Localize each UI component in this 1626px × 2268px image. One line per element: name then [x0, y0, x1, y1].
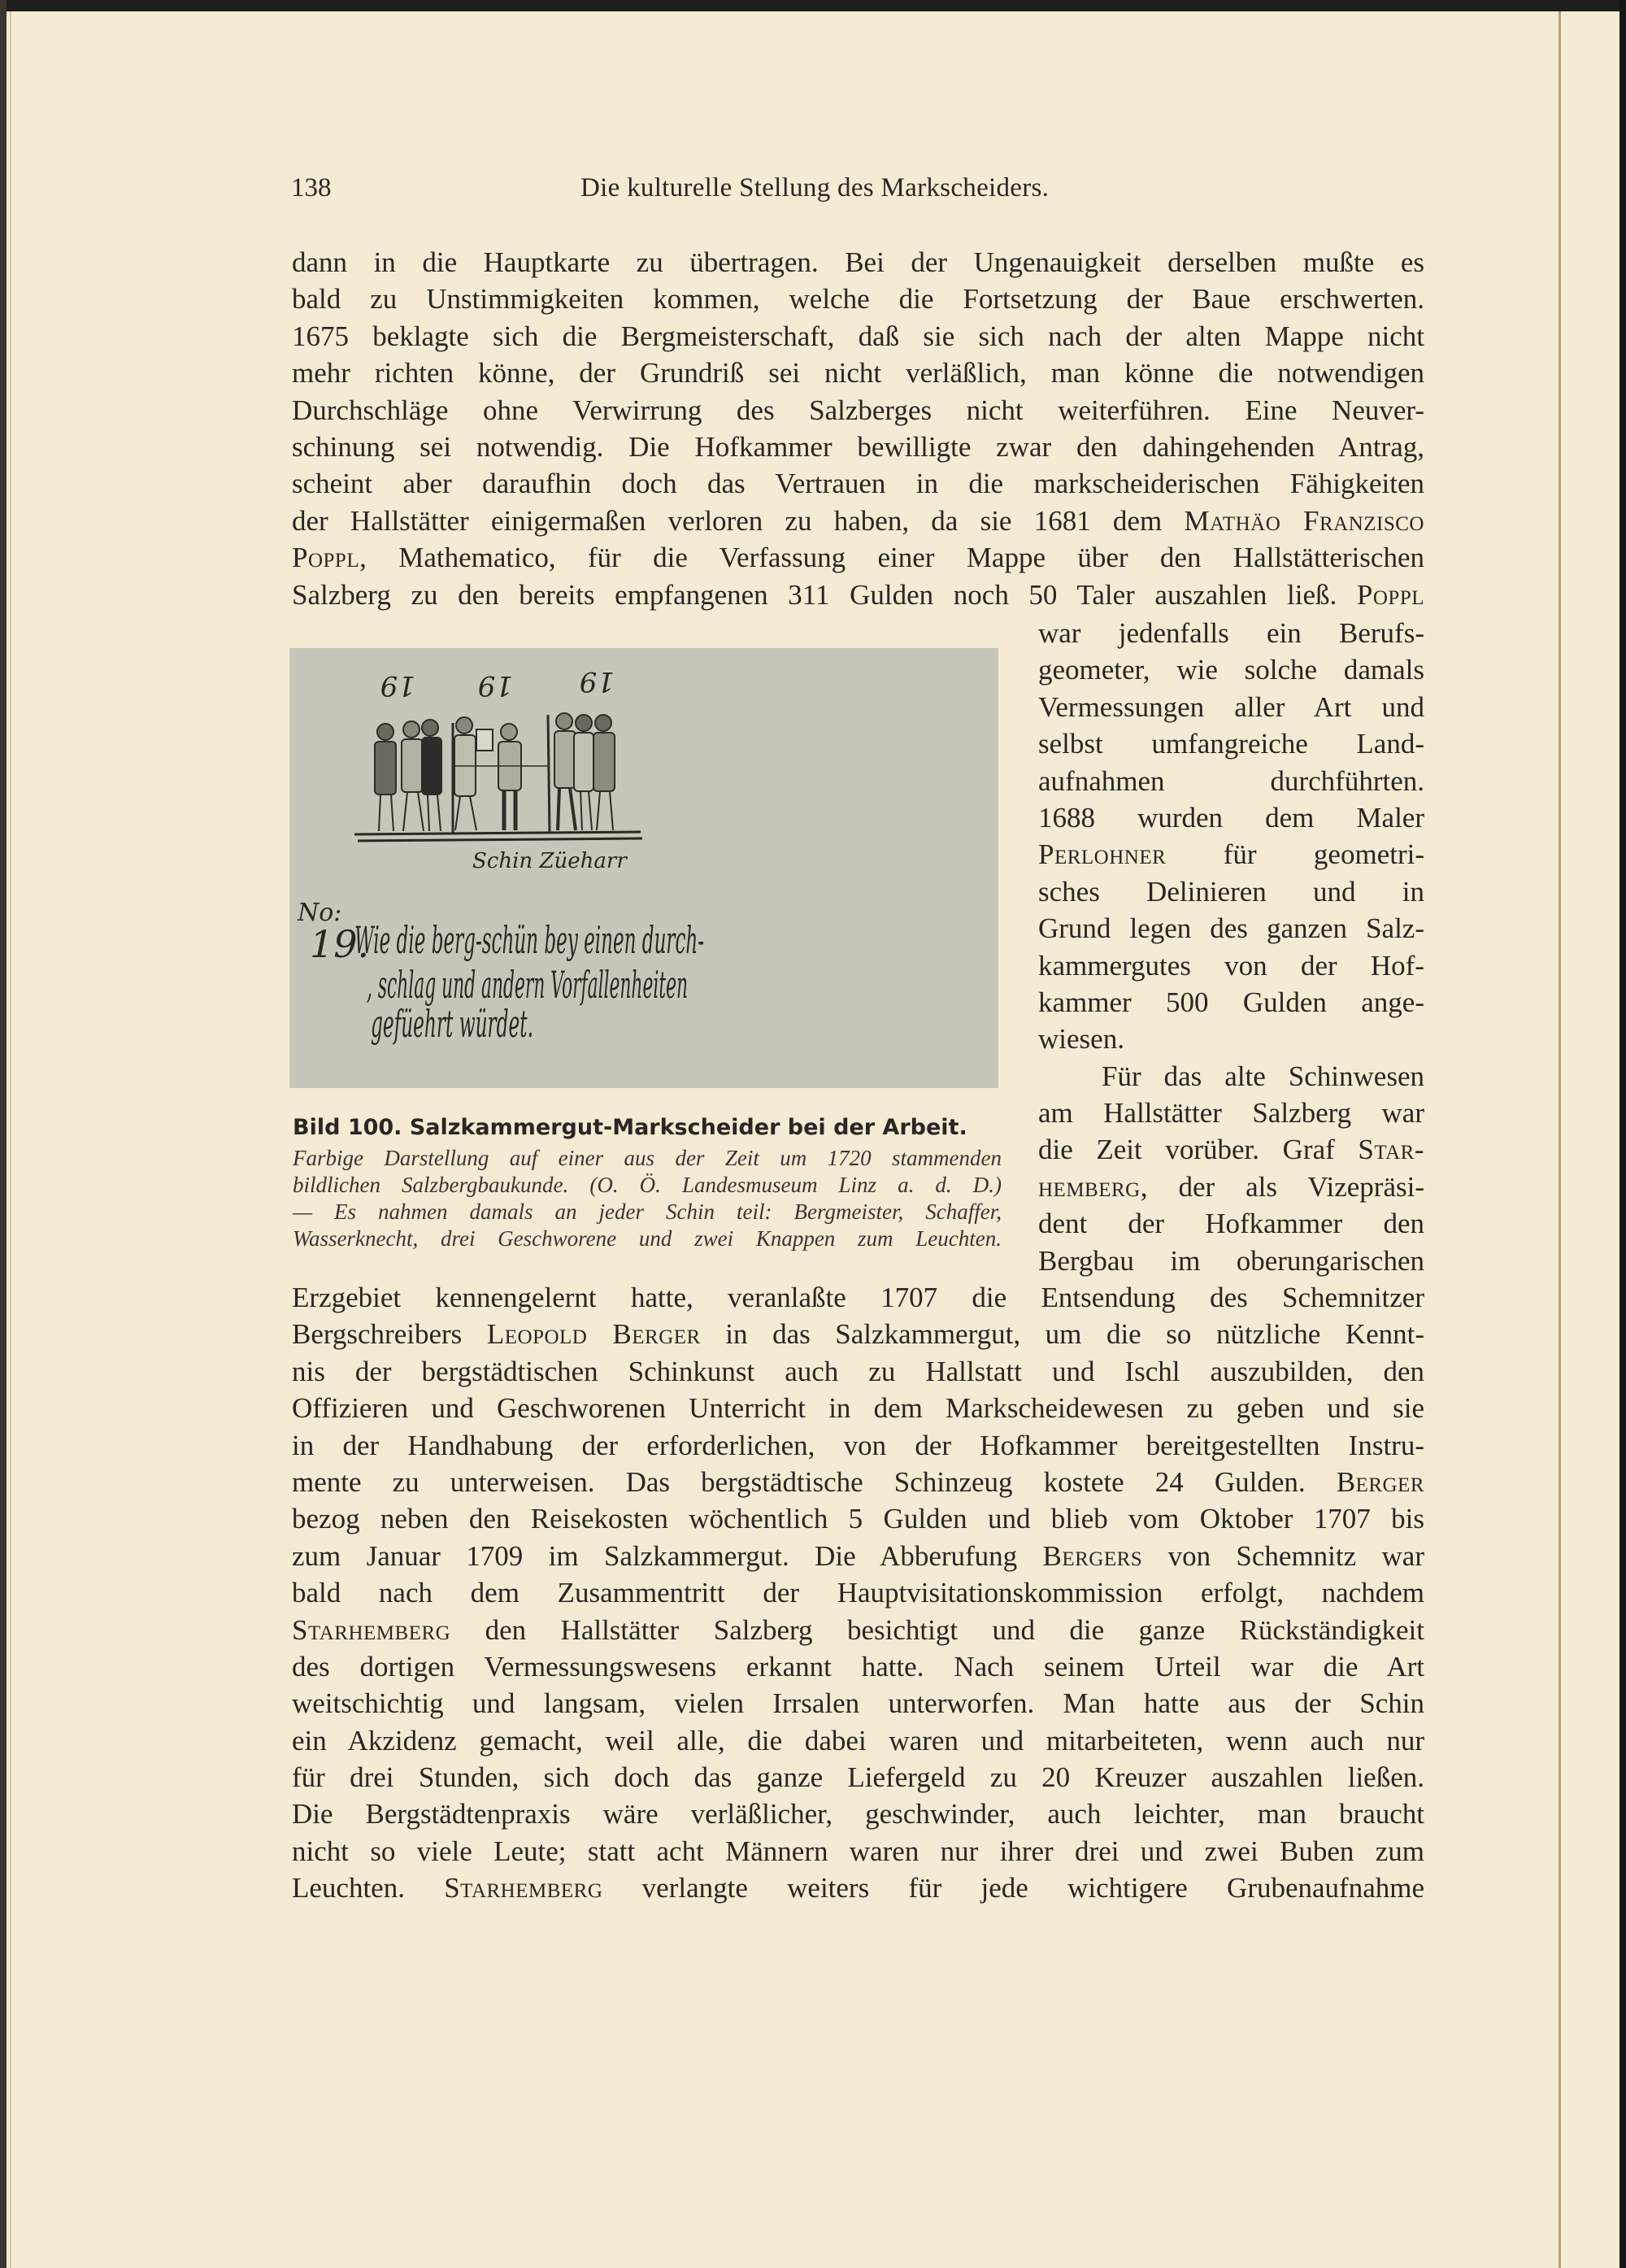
text-line: [292, 1722, 1424, 1759]
text-run: schinung sei notwendig. Die Hofkammer bewilligte zwar den dahingehenden Antrag,: [292, 430, 1424, 463]
page-number: 138: [291, 173, 332, 202]
text-run: die Zeit vorüber. Graf: [1038, 1134, 1359, 1166]
text-run: Erzgebiet kennengelernt hatte, veranlaßte 1707 die Entsendung des Schemnitzer: [292, 1282, 1424, 1313]
text-line: [292, 1612, 1424, 1648]
text-line: [292, 1870, 1424, 1906]
small-caps-name: Leopold Berger: [486, 1318, 701, 1351]
text-line: [1038, 984, 1424, 1021]
text-run: scheint aber daraufhin doch das Vertrauen in die markscheiderischen Fähigkeiten: [292, 468, 1424, 500]
text-run: Durchschläge ohne Verwirrung des Salzberges nicht weiterführen. Eine Neuver-: [292, 394, 1424, 426]
text-line: [292, 577, 1424, 613]
text-run: Die Bergstädtenpraxis wäre verläßlicher, geschwinder, auch leichter, man braucht: [292, 1798, 1424, 1831]
text-run: Bergbau im oberungarischen: [1038, 1244, 1424, 1277]
caption-line: bildlichen Salzbergbaukunde. (O. Ö. Landesmuseum Linz a. d. D.): [293, 1173, 1002, 1197]
text-run: in der Handhabung der erforderlichen, von der Hofkammer bereitgestellten Instru-: [292, 1429, 1424, 1461]
text-line: [292, 539, 1424, 576]
small-caps-name: Starhemberg: [292, 1613, 451, 1646]
small-caps-name: Starhemberg: [444, 1872, 603, 1905]
text-run: dent der Hofkammer den: [1038, 1208, 1424, 1240]
caption-line: Wasserknecht, drei Geschworene und zwei Knappen zum Leuchten.: [293, 1226, 1002, 1251]
text-run: geometer, wie solche damals: [1038, 654, 1424, 686]
small-caps-name: Poppl: [1356, 578, 1424, 611]
text-line: [1038, 651, 1424, 688]
text-run: , der als Vizepräsi-: [1140, 1170, 1424, 1203]
text-run: Salzberg zu den bereits empfangenen 311 Gulden noch 50 Taler auszahlen ließ.: [292, 578, 1357, 611]
text-run: nicht so viele Leute; statt acht Männern waren nur ihrer drei und zwei Buben zum: [292, 1835, 1424, 1867]
text-run: Grund legen des ganzen Salz-: [1038, 912, 1424, 945]
small-caps-name: Perlohner: [1038, 838, 1167, 871]
text-line: [292, 1500, 1424, 1537]
text-run: für drei Stunden, sich doch das ganze Liefergeld zu 20 Kreuzer auszahlen ließen.: [292, 1761, 1424, 1794]
text-run: , Mathematico, für die Verfassung einer Mappe über den Hallstätterischen: [359, 542, 1424, 574]
text-line: [1038, 1021, 1424, 1057]
text-run: der Hallstätter einigermaßen verloren zu haben, da sie 1681 dem: [292, 504, 1185, 537]
inscription-line: gefüehrt würdet.: [371, 1002, 533, 1046]
body-text-top: [292, 244, 1424, 613]
text-run: Bergschreibers: [292, 1318, 487, 1351]
text-run: zum Januar 1709 im Salzkammergut. Die Abberufung: [292, 1539, 1043, 1572]
text-run: selbst umfangreiche Land-: [1038, 728, 1424, 760]
text-line: [292, 1427, 1424, 1464]
text-run: wiesen.: [1038, 1023, 1124, 1056]
text-run: 1688 wurden dem Maler: [1038, 801, 1424, 834]
inscription-no: No:: [298, 899, 342, 927]
text-line: [292, 1648, 1424, 1685]
scan-top-edge: [0, 0, 1626, 11]
small-caps-name: Mathäo Franzisco: [1184, 504, 1424, 537]
text-line: [1038, 1243, 1424, 1279]
text-line: [1038, 1205, 1424, 1242]
text-line: [292, 465, 1424, 502]
text-run: kammer 500 Gulden ange-: [1038, 986, 1424, 1018]
text-line: [292, 1796, 1424, 1832]
text-line: [292, 1353, 1424, 1390]
figure-number-2: 19: [477, 669, 513, 702]
figure-illustration: [289, 648, 998, 1088]
body-text-bottom: [292, 1279, 1424, 1907]
surveyors-drawing: [289, 648, 998, 1088]
text-run: ein Akzidenz gemacht, weil alle, die dabei waren und mitarbeiteten, wenn auch nur: [292, 1724, 1424, 1757]
text-line: [292, 281, 1424, 317]
text-line: [1038, 836, 1424, 873]
text-run: war jedenfalls ein Berufs-: [1038, 617, 1424, 649]
caption-line: — Es nahmen damals an jeder Schin teil: Bergmeister, Schaffer,: [293, 1199, 1002, 1224]
text-run: Für das alte Schinwesen: [1102, 1060, 1424, 1092]
text-run: von Schemnitz war: [1142, 1539, 1424, 1572]
text-run: des dortigen Vermessungswesens erkannt hatte. Nach seinem Urteil war die Art: [292, 1650, 1424, 1682]
inscription-line: Wie die berg-schün bey einen durch-: [354, 918, 704, 962]
text-line: [292, 1316, 1424, 1352]
text-run: bald zu Unstimmigkeiten kommen, welche die Fortsetzung der Baue erschwerten.: [292, 283, 1424, 316]
small-caps-name: Poppl: [292, 542, 360, 574]
text-line: [1038, 763, 1424, 799]
text-run: weitschichtig und langsam, vielen Irrsalen unterworfen. Man hatte aus der Schin: [292, 1687, 1424, 1720]
text-line: [292, 1685, 1424, 1722]
text-line: [292, 1574, 1424, 1611]
scan-left-edge: [0, 0, 7, 2268]
scan-right-edge: [1619, 0, 1626, 2268]
text-line: [292, 1464, 1424, 1500]
small-caps-name: Bergers: [1042, 1539, 1143, 1572]
text-run: für geometri-: [1166, 838, 1424, 871]
body-text-right-column: [1038, 615, 1424, 1279]
text-run: nis der bergstädtischen Schinkunst auch zu Hallstatt und Ischl auszubilden, den: [292, 1355, 1424, 1387]
text-run: dann in die Hauptkarte zu übertragen. Bei der Ungenauigkeit derselben mußte es: [292, 246, 1424, 278]
text-line: [292, 392, 1424, 429]
text-run: am Hallstätter Salzberg war: [1038, 1097, 1424, 1130]
text-line: [292, 1833, 1424, 1870]
text-run: in das Salzkammergut, um die so nützliche Kennt-: [700, 1318, 1424, 1351]
figure-number-3: 19: [579, 665, 615, 698]
text-run: bezog neben den Reisekosten wöchentlich 5 Gulden und blieb vom Oktober 1707 bis: [292, 1503, 1424, 1535]
caption-line: Farbige Darstellung auf einer aus der Zeit um 1720 stammenden: [293, 1146, 1002, 1170]
text-line: [292, 1759, 1424, 1796]
text-run: verlangte weiters für jede wichtigere Grubenaufnahme: [602, 1872, 1424, 1905]
page-edge-line: [10, 11, 11, 2268]
text-line: [1038, 910, 1424, 947]
inscription-line: , schlag und andern Vorfallenheiten: [367, 963, 688, 1007]
text-line: [292, 503, 1424, 539]
text-run: Leuchten.: [292, 1872, 445, 1905]
text-run: mente zu unterweisen. Das bergstädtische Schinzeug kostete 24 Gulden.: [292, 1465, 1337, 1498]
caption-title: Bild 100. Salzkammergut-Markscheider bei der Arbeit.: [293, 1115, 967, 1140]
text-line: [292, 244, 1424, 281]
inscription-number: 19.: [310, 922, 370, 966]
text-line: [1038, 873, 1424, 910]
text-run: Offizieren und Geschworenen Unterricht in dem Markscheidewesen zu geben und sie: [292, 1392, 1424, 1425]
text-line: [1038, 615, 1424, 651]
text-line: [1038, 725, 1424, 762]
text-run: bald nach dem Zusammentritt der Hauptvisitationskommission erfolgt, nachdem: [292, 1577, 1424, 1609]
text-line: [1038, 1058, 1424, 1095]
page-fold-line: [1559, 11, 1561, 2268]
figure-caption: [293, 1111, 1002, 1252]
running-title: Die kulturelle Stellung des Markscheiders.: [580, 173, 1050, 202]
text-run: sches Delinieren und in: [1038, 875, 1424, 908]
text-run: aufnahmen durchführten.: [1038, 764, 1424, 797]
text-line: [1038, 1169, 1424, 1205]
text-run: 1675 beklagte sich die Bergmeisterschaft, daß sie sich nach der alten Mappe nicht: [292, 320, 1424, 352]
text-line: [292, 318, 1424, 355]
text-line: [1038, 1131, 1424, 1168]
text-line: [292, 355, 1424, 391]
text-line: [1038, 947, 1424, 984]
ground-label: Schin Züeharr: [472, 849, 627, 873]
text-line: [292, 1279, 1424, 1316]
small-caps-name: hemberg: [1038, 1170, 1141, 1203]
text-run: kammergutes von der Hof-: [1038, 949, 1424, 982]
text-line: [1038, 1095, 1424, 1131]
text-line: [1038, 799, 1424, 836]
running-header: [291, 169, 1429, 207]
text-line: [292, 429, 1424, 465]
text-run: Vermessungen aller Art und: [1038, 690, 1424, 723]
small-caps-name: Star-: [1358, 1134, 1424, 1166]
figure-number-1: 19: [380, 669, 415, 702]
text-line: [292, 1538, 1424, 1574]
small-caps-name: Berger: [1336, 1465, 1424, 1498]
text-run: mehr richten könne, der Grundriß sei nicht verläßlich, man könne die notwendigen: [292, 357, 1424, 390]
text-line: [292, 1390, 1424, 1426]
text-line: [1038, 689, 1424, 725]
text-run: den Hallstätter Salzberg besichtigt und die ganze Rückständigkeit: [450, 1613, 1424, 1646]
